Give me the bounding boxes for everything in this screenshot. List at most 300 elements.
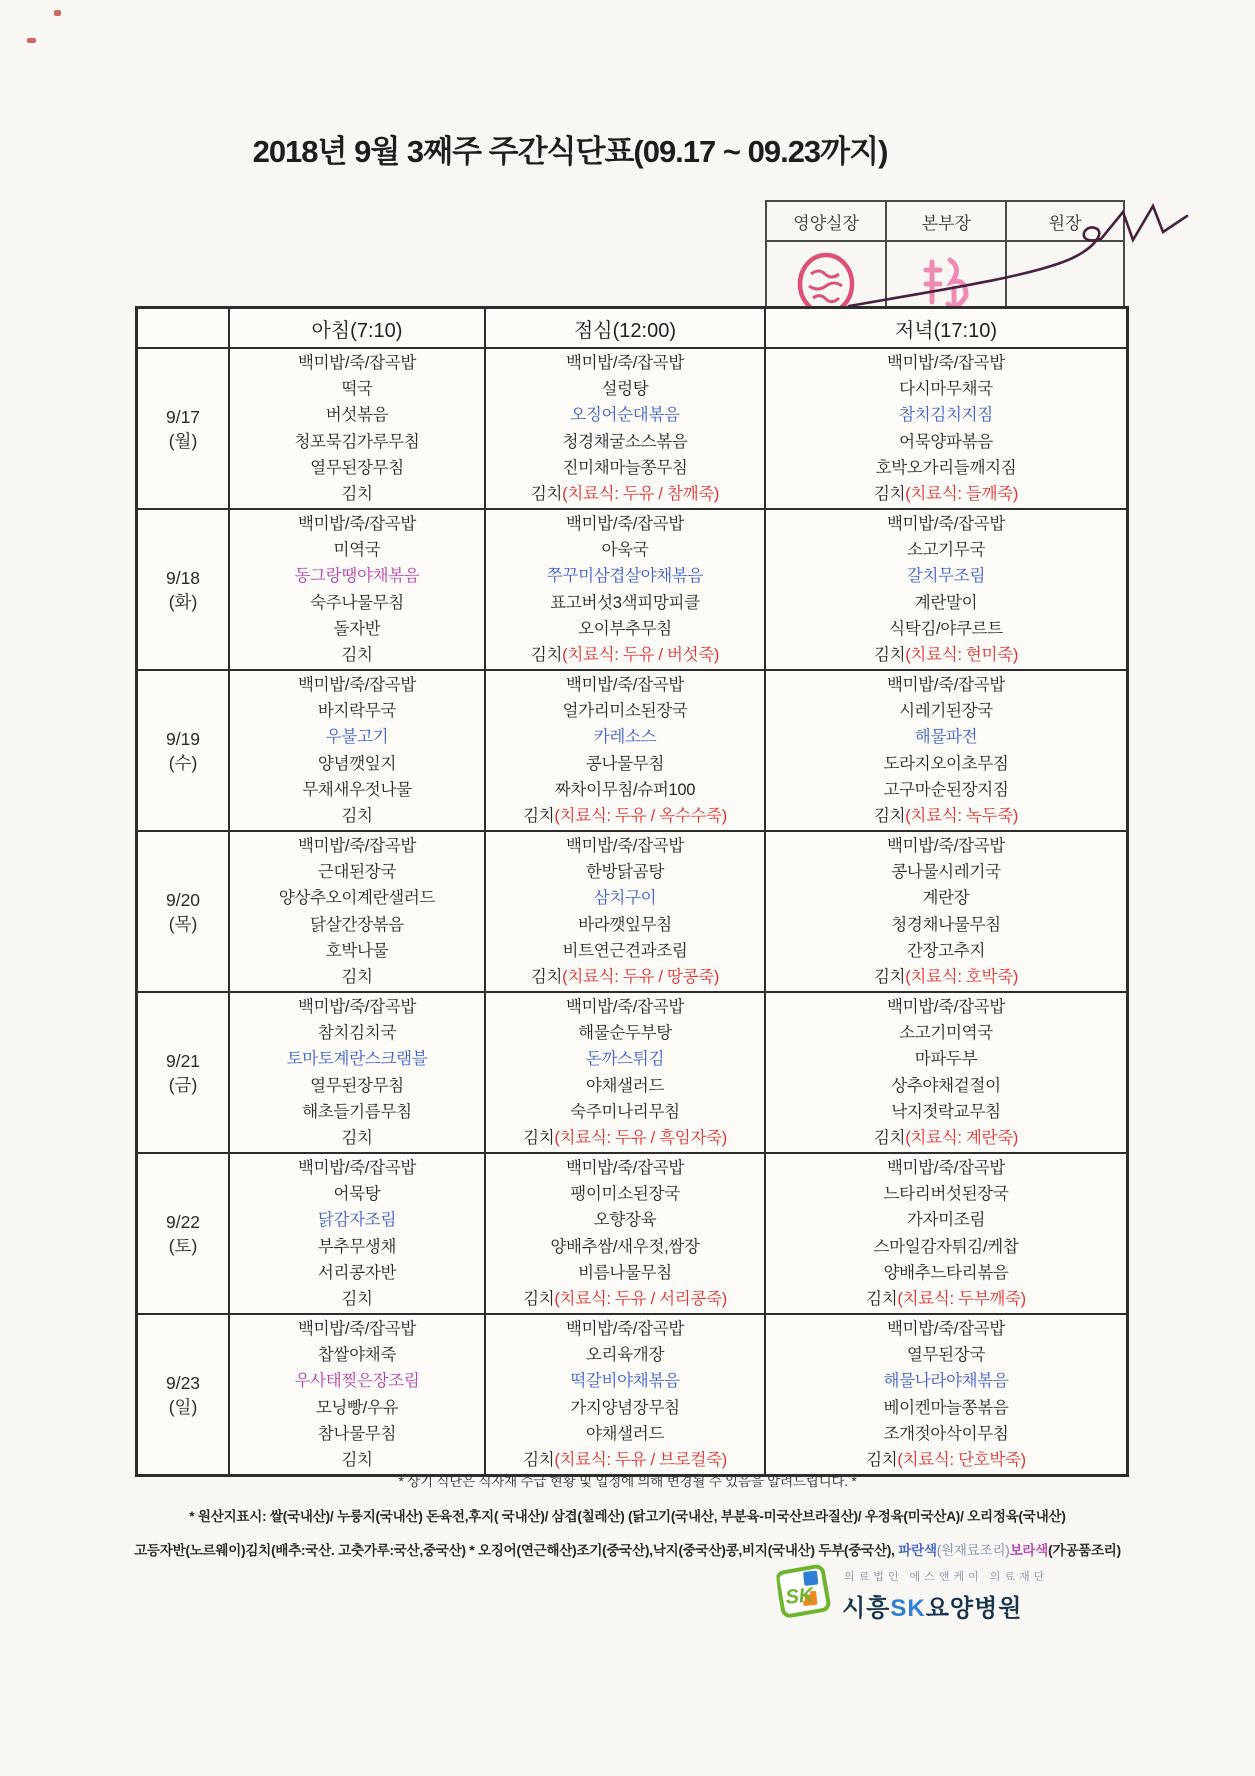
day-cell xyxy=(138,993,228,1152)
menu-item xyxy=(566,1316,684,1342)
meal-cell-lunch xyxy=(484,349,764,508)
meal-column-header-breakfast: 아침(7:10) xyxy=(228,309,484,347)
menu-item xyxy=(887,511,1005,537)
meal-cell-breakfast xyxy=(228,349,484,508)
menu-table xyxy=(135,306,1129,1477)
menu-item xyxy=(341,1125,372,1151)
menu-item xyxy=(310,455,404,481)
menu-item xyxy=(562,938,687,964)
menu-item xyxy=(547,563,703,589)
menu-item xyxy=(899,376,993,402)
menu-item-text: 버섯볶음 xyxy=(325,406,389,425)
meal-cell-breakfast xyxy=(228,1154,484,1313)
menu-item-text: 김치 xyxy=(341,646,373,665)
menu-item-text: 조개젓아삭이무침 xyxy=(883,1424,1009,1443)
meal-cell-dinner xyxy=(764,832,1126,991)
menu-item xyxy=(586,859,664,885)
menu-item xyxy=(915,724,978,750)
menu-table-row xyxy=(138,991,1126,1152)
therapeutic-diet-note: (치료식: 녹두죽) xyxy=(905,807,1019,826)
scan-artifact xyxy=(54,10,61,16)
menu-item xyxy=(887,833,1005,859)
menu-item xyxy=(318,1421,396,1447)
menu-item-text: 얼가리미소된장국 xyxy=(562,701,688,720)
meal-cell-dinner xyxy=(764,993,1126,1152)
menu-item xyxy=(887,1316,1005,1342)
menu-item xyxy=(550,590,700,616)
menu-item-text: 우불고기 xyxy=(325,728,389,747)
footnote-segment: 보라색 xyxy=(1009,1543,1049,1558)
menu-item-text: 비름나물무침 xyxy=(578,1263,672,1282)
menu-item-text: 돈까스튀김 xyxy=(585,1050,665,1069)
menu-item xyxy=(883,751,1008,777)
therapeutic-diet-note: (치료식: 현미죽) xyxy=(905,646,1019,665)
menu-item xyxy=(907,563,985,589)
menu-item-text: 백미밥/죽/잡곡밥 xyxy=(565,1158,685,1177)
menu-item xyxy=(318,1234,396,1260)
menu-item xyxy=(899,1020,993,1046)
menu-item-text: 숙주미나리무침 xyxy=(570,1102,680,1121)
menu-item-text: 백미밥/죽/잡곡밥 xyxy=(565,353,685,372)
menu-item-text: 백미밥/죽/잡곡밥 xyxy=(565,997,685,1016)
day-date: 9/17 xyxy=(165,406,201,427)
menu-item xyxy=(578,912,672,938)
day-date: 9/23 xyxy=(165,1372,201,1393)
menu-item-text: 도라지오이초무짐 xyxy=(883,754,1009,773)
menu-item xyxy=(578,1020,672,1046)
meal-cell-breakfast xyxy=(228,510,484,669)
menu-item-text: 돌자반 xyxy=(333,619,381,638)
menu-item-text: 청경채굴소스볶음 xyxy=(562,432,688,451)
menu-item-text: 김치 xyxy=(866,1451,898,1470)
therapeutic-diet-note: (치료식: 두유 / 버섯죽) xyxy=(562,646,720,665)
menu-item-text: 양상추오이계란샐러드 xyxy=(278,889,436,908)
menu-item xyxy=(883,777,1008,803)
menu-item xyxy=(334,537,381,563)
menu-item xyxy=(318,1342,396,1368)
menu-item-text: 김치 xyxy=(873,968,906,987)
menu-item-text: 백미밥/죽/잡곡밥 xyxy=(886,997,1006,1016)
menu-item-text: 스마일감자튀김/케찹 xyxy=(873,1237,1019,1256)
meal-cell-breakfast xyxy=(228,671,484,830)
menu-item xyxy=(586,751,664,777)
therapeutic-diet-note: (치료식: 단호박죽) xyxy=(897,1451,1026,1470)
menu-item-text: 가자미조림 xyxy=(906,1211,986,1230)
menu-item-text: 양배추느타리볶음 xyxy=(883,1263,1009,1282)
menu-item xyxy=(915,590,978,616)
menu-item-text: 설렁탕 xyxy=(601,379,649,398)
menu-item-text: 가지양념장무침 xyxy=(570,1398,680,1417)
menu-item xyxy=(907,938,985,964)
menu-item-text: 우사태찢은장조림 xyxy=(294,1372,420,1391)
menu-item xyxy=(326,938,389,964)
menu-item-text: 부추무생채 xyxy=(317,1237,397,1256)
menu-item xyxy=(907,537,985,563)
menu-item xyxy=(334,616,381,642)
division-head-stamp xyxy=(888,254,1004,314)
menu-item-text: 참치김치지짐 xyxy=(899,406,993,425)
day-cell xyxy=(138,671,228,830)
menu-item-text: 야채샐러드 xyxy=(585,1424,665,1443)
menu-item xyxy=(578,1260,672,1286)
menu-table-row xyxy=(138,347,1126,508)
menu-item-text: 김치 xyxy=(341,968,373,987)
menu-item xyxy=(899,698,993,724)
menu-item xyxy=(594,1207,657,1233)
menu-item-text: 식탁김/야쿠르트 xyxy=(889,619,1003,638)
menu-item xyxy=(891,859,1000,885)
day-column-header xyxy=(138,309,228,347)
menu-item-text: 김치 xyxy=(523,1129,555,1148)
menu-item-text: 모닝빵/우유 xyxy=(315,1398,399,1417)
approval-label-director: 원장 xyxy=(1006,201,1124,241)
menu-item xyxy=(566,833,684,859)
menu-item xyxy=(883,1395,1008,1421)
menu-item-text: 계란장 xyxy=(922,889,970,908)
scan-artifact xyxy=(27,38,36,43)
menu-item-text: 백미밥/죽/잡곡밥 xyxy=(297,675,417,694)
day-weekday: (월) xyxy=(168,430,198,451)
menu-item xyxy=(310,590,404,616)
menu-item-text: 백미밥/죽/잡곡밥 xyxy=(297,514,417,533)
menu-item-text: 김치 xyxy=(530,968,563,987)
menu-item xyxy=(310,912,404,938)
menu-item-text: 닭살간장볶음 xyxy=(310,915,404,934)
menu-item xyxy=(294,1368,419,1394)
menu-item xyxy=(318,1207,396,1233)
menu-item xyxy=(302,777,411,803)
menu-item-text: 참치김치국 xyxy=(317,1023,397,1042)
menu-item xyxy=(570,1099,679,1125)
menu-item-text: 해초들기름무침 xyxy=(302,1102,412,1121)
menu-item xyxy=(298,672,416,698)
day-weekday: (목) xyxy=(168,913,198,934)
hospital-name: 시흥SK요양병원 xyxy=(842,1595,1023,1622)
menu-item xyxy=(334,1181,381,1207)
menu-item xyxy=(523,1286,727,1312)
menu-item xyxy=(586,1073,664,1099)
footnote-segment: 고등자반(노르웨이)김치(배추:국산. 고춧가루:국산,중국산) * 오징어(연근해산)조기(중국산),낙지(중국산)콩,비지(국내산) 두부(중국산), xyxy=(134,1543,899,1558)
menu-table-row xyxy=(138,830,1126,991)
therapeutic-diet-note: (치료식: 계란죽) xyxy=(905,1129,1019,1148)
menu-item-text: 소고기무국 xyxy=(906,540,986,559)
menu-item-text: 백미밥/죽/잡곡밥 xyxy=(297,836,417,855)
menu-table-header-row xyxy=(138,309,1126,347)
menu-item-text: 김치 xyxy=(341,1290,373,1309)
menu-item xyxy=(923,885,970,911)
menu-item xyxy=(907,1207,985,1233)
meal-cell-dinner xyxy=(764,1154,1126,1313)
menu-item xyxy=(866,1286,1026,1312)
meal-cell-dinner xyxy=(764,510,1126,669)
menu-item xyxy=(566,672,684,698)
day-date: 9/21 xyxy=(165,1050,201,1071)
menu-item xyxy=(294,563,419,589)
menu-table-row xyxy=(138,669,1126,830)
therapeutic-diet-note: (치료식: 두유 / 옥수수죽) xyxy=(554,807,727,826)
menu-item-text: 근대된장국 xyxy=(317,862,397,881)
menu-item xyxy=(874,481,1018,507)
menu-item-text: 해물나라야채볶음 xyxy=(883,1372,1009,1391)
menu-item-text: 떡갈비야채볶음 xyxy=(570,1372,680,1391)
menu-item xyxy=(883,1421,1008,1447)
menu-item-text: 청포묵김가루무침 xyxy=(294,432,420,451)
therapeutic-diet-note: (치료식: 두유 / 흑임자죽) xyxy=(554,1129,727,1148)
menu-item-text: 청경채나물무침 xyxy=(891,915,1001,934)
menu-item xyxy=(341,481,372,507)
menu-item xyxy=(279,885,435,911)
footnote-origin-line2 xyxy=(0,1539,1255,1559)
svg-text:SK: SK xyxy=(784,1584,815,1609)
menu-item xyxy=(326,724,389,750)
menu-item xyxy=(523,1125,727,1151)
menu-item xyxy=(887,672,1005,698)
therapeutic-diet-note: (치료식: 두부깨죽) xyxy=(897,1290,1026,1309)
therapeutic-diet-note: (치료식: 호박죽) xyxy=(905,968,1019,987)
menu-item-text: 갈치무조림 xyxy=(906,567,986,586)
menu-item-text: 고구마순된장지짐 xyxy=(883,780,1009,799)
menu-item xyxy=(586,1342,664,1368)
menu-item-text: 상추야채겉절이 xyxy=(891,1076,1001,1095)
menu-item-text: 백미밥/죽/잡곡밥 xyxy=(565,675,685,694)
menu-item-text: 백미밥/죽/잡곡밥 xyxy=(565,836,685,855)
menu-item xyxy=(523,803,727,829)
meal-cell-lunch xyxy=(484,1315,764,1474)
menu-item xyxy=(874,1125,1018,1151)
menu-item-text: 서리콩자반 xyxy=(317,1263,397,1282)
menu-item xyxy=(891,1099,1000,1125)
menu-item-text: 백미밥/죽/잡곡밥 xyxy=(886,1158,1006,1177)
day-weekday: (토) xyxy=(168,1235,198,1256)
menu-item-text: 계란말이 xyxy=(914,593,978,612)
menu-item-text: 소고기미역국 xyxy=(899,1023,993,1042)
day-cell xyxy=(138,510,228,669)
menu-item-text: 김치 xyxy=(523,1451,555,1470)
menu-item xyxy=(550,1234,699,1260)
menu-item xyxy=(302,1099,411,1125)
menu-table-row xyxy=(138,1152,1126,1313)
therapeutic-diet-note: (치료식: 두유 / 브로컬죽) xyxy=(554,1451,727,1470)
menu-item-text: 오향장육 xyxy=(593,1211,657,1230)
menu-item xyxy=(887,350,1005,376)
menu-item xyxy=(318,1020,396,1046)
menu-item xyxy=(874,964,1018,990)
menu-item xyxy=(586,1421,664,1447)
menu-item-text: 동그랑땡야채볶음 xyxy=(294,567,420,586)
menu-item-text: 양념깻잎지 xyxy=(317,754,397,773)
approval-header-row xyxy=(766,201,1124,241)
menu-item xyxy=(887,994,1005,1020)
menu-item-text: 김치 xyxy=(530,646,563,665)
therapeutic-diet-note: (치료식: 두유 / 땅콩죽) xyxy=(562,968,720,987)
meal-cell-breakfast xyxy=(228,832,484,991)
day-date: 9/22 xyxy=(165,1211,201,1232)
menu-item xyxy=(899,429,993,455)
meal-cell-lunch xyxy=(484,832,764,991)
menu-item xyxy=(915,1046,978,1072)
menu-item-text: 삼치구이 xyxy=(593,889,657,908)
menu-item-text: 어묵탕 xyxy=(333,1184,381,1203)
meal-cell-lunch xyxy=(484,993,764,1152)
meal-cell-lunch xyxy=(484,671,764,830)
meal-cell-lunch xyxy=(484,1154,764,1313)
menu-item xyxy=(570,1368,679,1394)
meal-cell-breakfast xyxy=(228,1315,484,1474)
footnote-segment: (가공품조리) xyxy=(1048,1543,1121,1558)
meal-column-header-dinner: 저녁(17:10) xyxy=(764,309,1126,347)
menu-item-text: 양배추쌈/새우젓,쌈장 xyxy=(550,1237,700,1256)
menu-item-text: 오이부추무침 xyxy=(578,619,672,638)
menu-item-text: 오징어순대볶음 xyxy=(570,406,680,425)
menu-item xyxy=(887,1155,1005,1181)
footnote-segment: 파란색 xyxy=(898,1543,937,1558)
day-weekday: (금) xyxy=(168,1074,198,1095)
menu-item-text: 아욱국 xyxy=(601,540,649,559)
menu-item xyxy=(318,859,396,885)
menu-item-text: 바지락무국 xyxy=(317,701,397,720)
menu-item-text: 호박오가리들깨지짐 xyxy=(875,458,1017,477)
menu-item xyxy=(873,1234,1018,1260)
menu-item-text: 무채새우젓나물 xyxy=(302,780,412,799)
menu-item-text: 토마토계란스크램블 xyxy=(286,1050,428,1069)
menu-item xyxy=(883,1181,1008,1207)
menu-item-text: 참나물무침 xyxy=(317,1424,397,1443)
menu-item xyxy=(562,429,687,455)
menu-item-text: 백미밥/죽/잡곡밥 xyxy=(565,1319,685,1338)
menu-item xyxy=(562,455,687,481)
menu-item xyxy=(891,912,1000,938)
day-weekday: (수) xyxy=(168,752,198,773)
menu-item xyxy=(298,1316,416,1342)
menu-item-text: 김치 xyxy=(523,1290,555,1309)
therapeutic-diet-note: (치료식: 두유 / 참깨죽) xyxy=(562,485,720,504)
meal-cell-lunch xyxy=(484,510,764,669)
meal-column-header-lunch: 점심(12:00) xyxy=(484,309,764,347)
day-cell xyxy=(138,832,228,991)
menu-item xyxy=(298,1155,416,1181)
menu-item-text: 찹쌀야채죽 xyxy=(317,1345,397,1364)
menu-item-text: 닭감자조림 xyxy=(317,1211,397,1230)
menu-item-text: 떡국 xyxy=(341,379,373,398)
menu-item xyxy=(310,1073,404,1099)
menu-item-text: 표고버섯3색피망피클 xyxy=(550,593,700,612)
day-date: 9/20 xyxy=(165,889,201,910)
menu-item-text: 오리육개장 xyxy=(585,1345,665,1364)
menu-item-text: 백미밥/죽/잡곡밥 xyxy=(297,353,417,372)
menu-item-text: 해물파전 xyxy=(914,728,978,747)
menu-item xyxy=(562,698,687,724)
approval-label-nutrition-manager: 영양실장 xyxy=(766,201,886,241)
menu-item xyxy=(874,803,1018,829)
menu-item xyxy=(341,642,372,668)
menu-item-text: 비트연근견과조림 xyxy=(562,941,688,960)
menu-item xyxy=(341,964,372,990)
meal-cell-dinner xyxy=(764,1315,1126,1474)
menu-item-text: 백미밥/죽/잡곡밥 xyxy=(886,1319,1006,1338)
menu-item-text: 어묵양파볶음 xyxy=(899,432,993,451)
menu-item-text: 한방닭곰탕 xyxy=(585,862,665,881)
menu-item-text: 열무된장무침 xyxy=(310,458,404,477)
meal-cell-dinner xyxy=(764,349,1126,508)
footnote-origin-line1: * 원산지표시: 쌀(국내산)/ 누룽지(국내산) 돈육전,후지( 국내산)/ 삼겹(칠레산) (닭고기(국내산, 부분육-미국산브라질산)/ 우정육(미국산A)/ 오리정육(국내산) xyxy=(189,1509,1066,1524)
menu-item-text: 바라깻잎무침 xyxy=(578,915,672,934)
menu-item xyxy=(318,698,396,724)
menu-item xyxy=(531,642,719,668)
menu-item-text: 열무된장국 xyxy=(906,1345,986,1364)
menu-item-text: 김치 xyxy=(530,485,563,504)
menu-table-row xyxy=(138,1313,1126,1474)
menu-item-text: 김치 xyxy=(341,485,373,504)
menu-item-text: 숙주나물무침 xyxy=(310,593,404,612)
day-cell xyxy=(138,1154,228,1313)
menu-item-text: 열무된장무침 xyxy=(310,1076,404,1095)
page-title: 2018년 9월 3째주 주간식단표(09.17 ~ 09.23까지) xyxy=(252,134,888,169)
menu-item-text: 팽이미소된장국 xyxy=(570,1184,680,1203)
menu-item xyxy=(907,1342,985,1368)
menu-item xyxy=(298,994,416,1020)
menu-item xyxy=(326,402,389,428)
menu-item xyxy=(883,1260,1008,1286)
menu-item xyxy=(566,994,684,1020)
day-cell xyxy=(138,1315,228,1474)
day-date: 9/19 xyxy=(165,728,201,749)
menu-item-text: 백미밥/죽/잡곡밥 xyxy=(886,675,1006,694)
menu-item xyxy=(566,350,684,376)
menu-item-text: 김치 xyxy=(341,1129,373,1148)
menu-item xyxy=(578,616,672,642)
menu-item-text: 낙지젓락교무침 xyxy=(891,1102,1001,1121)
menu-item-text: 백미밥/죽/잡곡밥 xyxy=(886,353,1006,372)
menu-item-text: 김치 xyxy=(873,646,906,665)
menu-item-text: 시레기된장국 xyxy=(899,701,993,720)
menu-item xyxy=(566,1155,684,1181)
menu-item-text: 간장고추지 xyxy=(906,941,986,960)
menu-item xyxy=(594,724,657,750)
day-weekday: (일) xyxy=(168,1396,198,1417)
menu-item xyxy=(341,1286,372,1312)
menu-item-text: 카레소스 xyxy=(593,728,657,747)
menu-item-text: 짜차이무침/슈퍼100 xyxy=(554,780,696,799)
day-date: 9/18 xyxy=(165,567,201,588)
meal-cell-dinner xyxy=(764,671,1126,830)
menu-item xyxy=(298,833,416,859)
menu-item xyxy=(555,777,695,803)
menu-item xyxy=(298,350,416,376)
menu-item-text: 마파두부 xyxy=(914,1050,978,1069)
menu-item xyxy=(566,511,684,537)
day-cell xyxy=(138,349,228,508)
hospital-logo xyxy=(778,1566,1048,1623)
menu-item xyxy=(341,376,372,402)
menu-item xyxy=(318,1260,396,1286)
menu-item-text: 백미밥/죽/잡곡밥 xyxy=(297,1319,417,1338)
menu-item-text: 베이켄마늘쫑볶음 xyxy=(883,1398,1009,1417)
menu-item xyxy=(287,1046,428,1072)
menu-item-text: 콩나물무침 xyxy=(585,754,665,773)
menu-item xyxy=(883,1368,1008,1394)
menu-item xyxy=(316,1395,398,1421)
menu-item xyxy=(531,481,719,507)
therapeutic-diet-note: (치료식: 들깨죽) xyxy=(905,485,1019,504)
menu-item-text: 다시마무채국 xyxy=(899,379,993,398)
menu-item-text: 해물순두부탕 xyxy=(578,1023,672,1042)
menu-item xyxy=(586,1046,664,1072)
day-weekday: (화) xyxy=(168,591,198,612)
menu-item xyxy=(298,511,416,537)
menu-item xyxy=(531,964,719,990)
foundation-name: 의료법인 에스앤케이 의료재단 xyxy=(844,1571,1049,1583)
footnote-change-notice: * 상기 식단은 식자재 수급 현황 및 일정에 의해 변경될 수 있음을 알려드립니다. * xyxy=(398,1474,857,1489)
